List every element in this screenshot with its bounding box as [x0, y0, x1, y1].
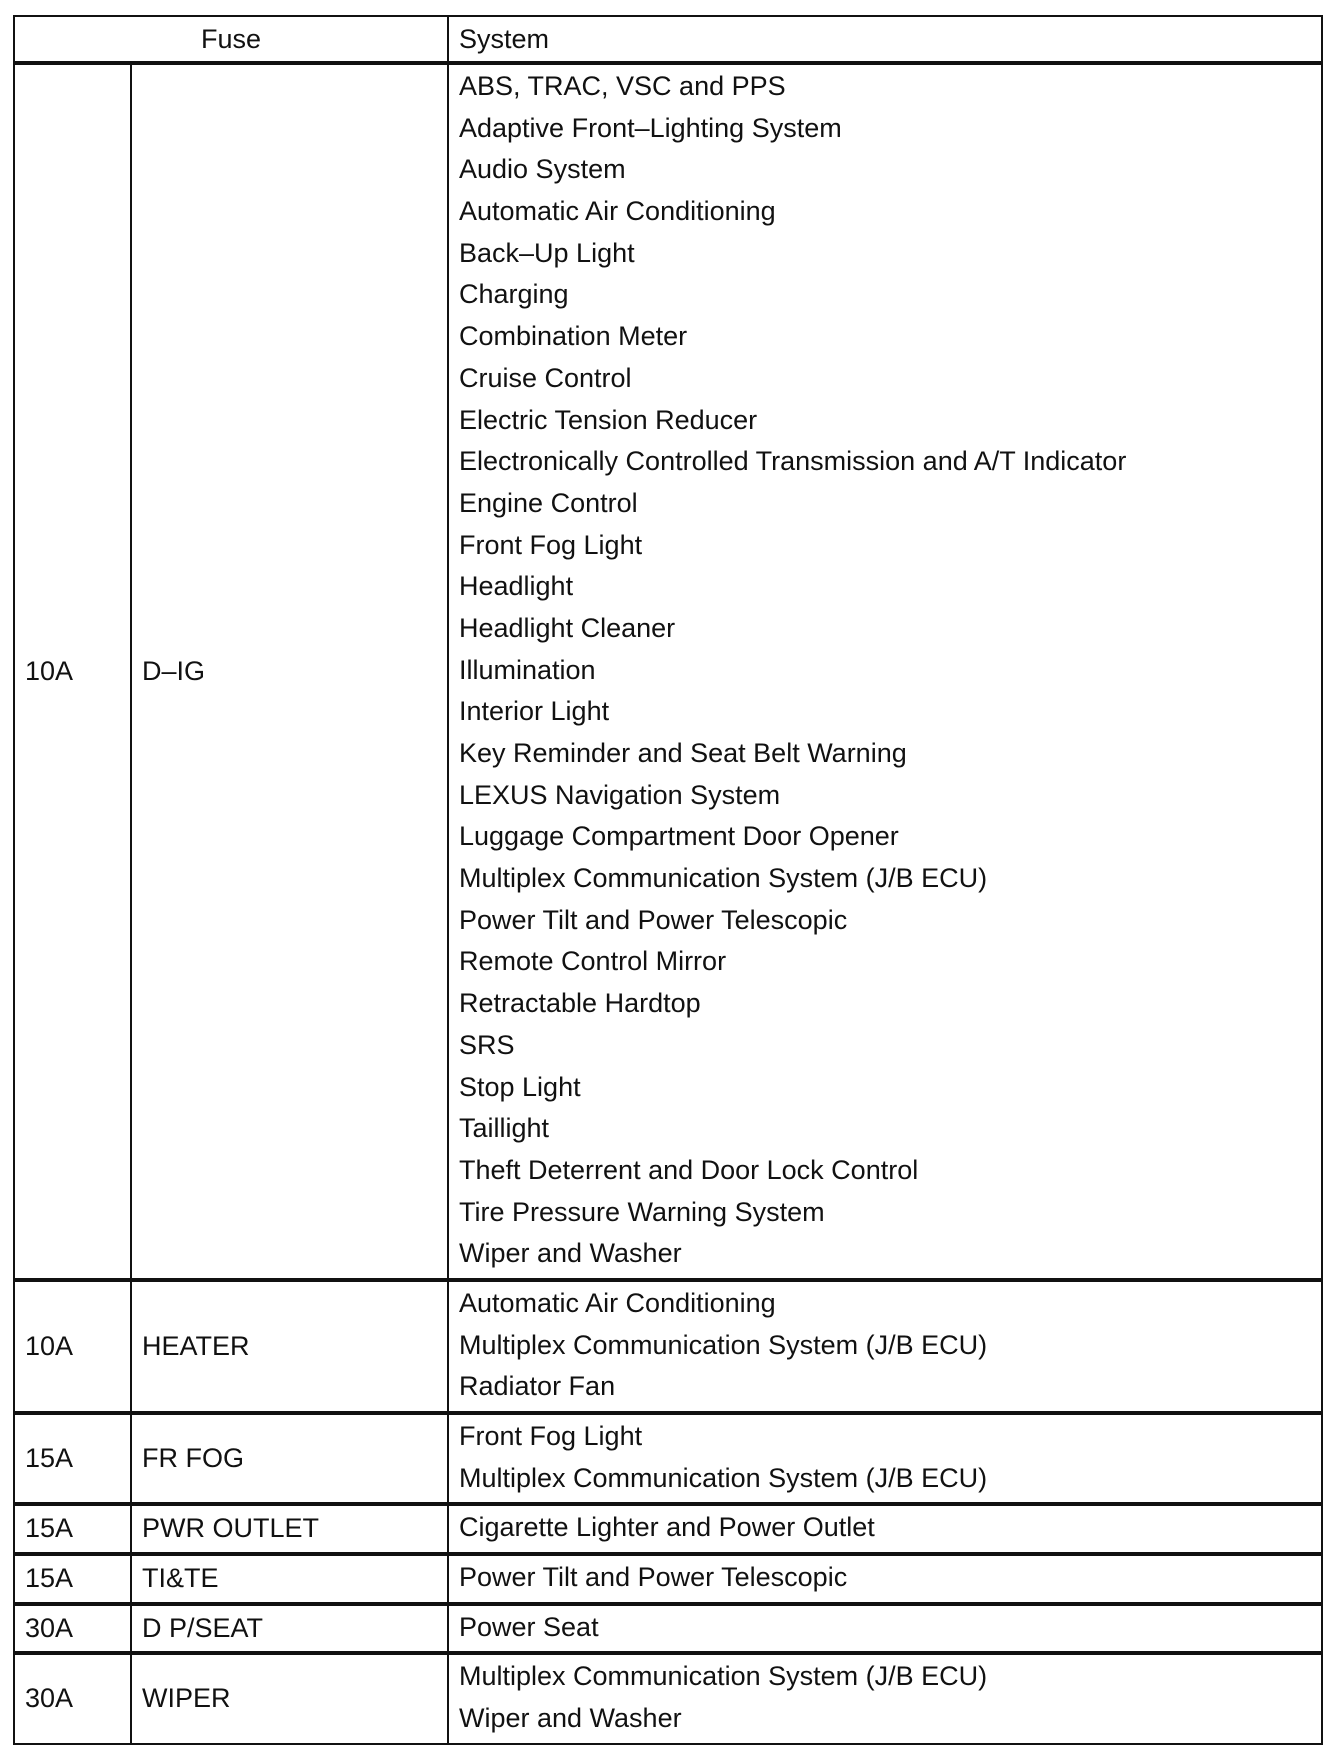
table-row: [14, 1653, 1322, 1743]
system-item: Wiper and Washer: [459, 1238, 682, 1269]
system-item: Automatic Air Conditioning: [459, 1287, 776, 1318]
fuse-amperage: 10A: [14, 1280, 131, 1413]
fuse-name: FR FOG: [131, 1413, 448, 1504]
system-item: Headlight: [459, 571, 574, 602]
system-item: Radiator Fan: [459, 1371, 616, 1402]
system-item: SRS: [459, 1029, 515, 1060]
system-item: Wiper and Washer: [459, 1703, 682, 1734]
system-item: Multiplex Communication System (J/B ECU): [459, 1462, 988, 1493]
system-item: Luggage Compartment Door Opener: [459, 821, 899, 852]
system-item: Back–Up Light: [459, 237, 635, 268]
fuse-group: [14, 1280, 1322, 1413]
fuse-group: [14, 1554, 1322, 1604]
system-item: Engine Control: [459, 487, 638, 518]
system-item: Stop Light: [459, 1071, 581, 1102]
table-header: [14, 16, 1322, 63]
system-item: Charging: [459, 279, 569, 310]
fuse-amperage: 30A: [14, 1653, 131, 1743]
system-item: Cigarette Lighter and Power Outlet: [459, 1512, 875, 1543]
fuse-name: PWR OUTLET: [131, 1504, 448, 1554]
fuse-amperage: 15A: [14, 1413, 131, 1504]
system-list: [448, 1504, 1322, 1554]
fuse-group: [14, 1653, 1322, 1743]
system-item: ABS, TRAC, VSC and PPS: [459, 71, 786, 101]
table-row: [14, 1413, 1322, 1504]
table-row: [14, 1504, 1322, 1554]
system-item: Electronically Controlled Transmission and A/T Indicator: [459, 446, 1127, 477]
system-item: Taillight: [459, 1113, 550, 1144]
fuse-name: TI&TE: [131, 1554, 448, 1604]
system-list: [448, 1413, 1322, 1504]
system-item: Theft Deterrent and Door Lock Control: [459, 1154, 919, 1185]
table-row: [14, 1604, 1322, 1654]
header-row: [14, 16, 1322, 63]
fuse-name: D P/SEAT: [131, 1604, 448, 1654]
system-item: Multiplex Communication System (J/B ECU): [459, 863, 988, 894]
fuse-group: [14, 1413, 1322, 1504]
system-item: Combination Meter: [459, 321, 688, 352]
system-item: Multiplex Communication System (J/B ECU): [459, 1661, 988, 1692]
system-list: [448, 1280, 1322, 1413]
fuse-name: HEATER: [131, 1280, 448, 1413]
system-item: Remote Control Mirror: [459, 946, 727, 977]
system-item: Retractable Hardtop: [459, 988, 701, 1019]
fuse-amperage: 30A: [14, 1604, 131, 1654]
fuse-amperage: 15A: [14, 1554, 131, 1604]
system-item: Key Reminder and Seat Belt Warning: [459, 738, 907, 768]
system-item: Adaptive Front–Lighting System: [459, 112, 842, 143]
system-item: Audio System: [459, 154, 626, 185]
system-item: Headlight Cleaner: [459, 612, 676, 643]
system-item: Illumination: [459, 654, 596, 685]
fuse-group: [14, 1504, 1322, 1554]
system-item: Cruise Control: [459, 362, 632, 393]
system-item: Power Tilt and Power Telescopic: [459, 1562, 848, 1593]
fuse-amperage: 15A: [14, 1504, 131, 1554]
system-item: Interior Light: [459, 696, 610, 727]
system-item: Front Fog Light: [459, 1421, 643, 1451]
table-row: [14, 1554, 1322, 1604]
system-list: [448, 1554, 1322, 1604]
fuse-column-header: Fuse: [14, 16, 448, 63]
system-item: Tire Pressure Warning System: [459, 1196, 825, 1227]
system-item: LEXUS Navigation System: [459, 779, 781, 810]
fuse-name: D–IG: [131, 63, 448, 1280]
system-list: [448, 1604, 1322, 1654]
system-column-header: System: [448, 16, 1322, 63]
system-item: Electric Tension Reducer: [459, 404, 758, 435]
system-list: [448, 1653, 1322, 1743]
system-item: Automatic Air Conditioning: [459, 196, 776, 227]
fuse-table: [13, 15, 1323, 1745]
fuse-group: [14, 1604, 1322, 1654]
system-item: Power Tilt and Power Telescopic: [459, 904, 848, 935]
system-item: Front Fog Light: [459, 529, 643, 560]
system-list: [448, 63, 1322, 1280]
system-item: Multiplex Communication System (J/B ECU): [459, 1329, 988, 1360]
fuse-amperage: 10A: [14, 63, 131, 1280]
fuse-group: [14, 63, 1322, 1280]
table-row: [14, 63, 1322, 1280]
fuse-name: WIPER: [131, 1653, 448, 1743]
table-row: [14, 1280, 1322, 1413]
system-item: Power Seat: [459, 1611, 599, 1642]
